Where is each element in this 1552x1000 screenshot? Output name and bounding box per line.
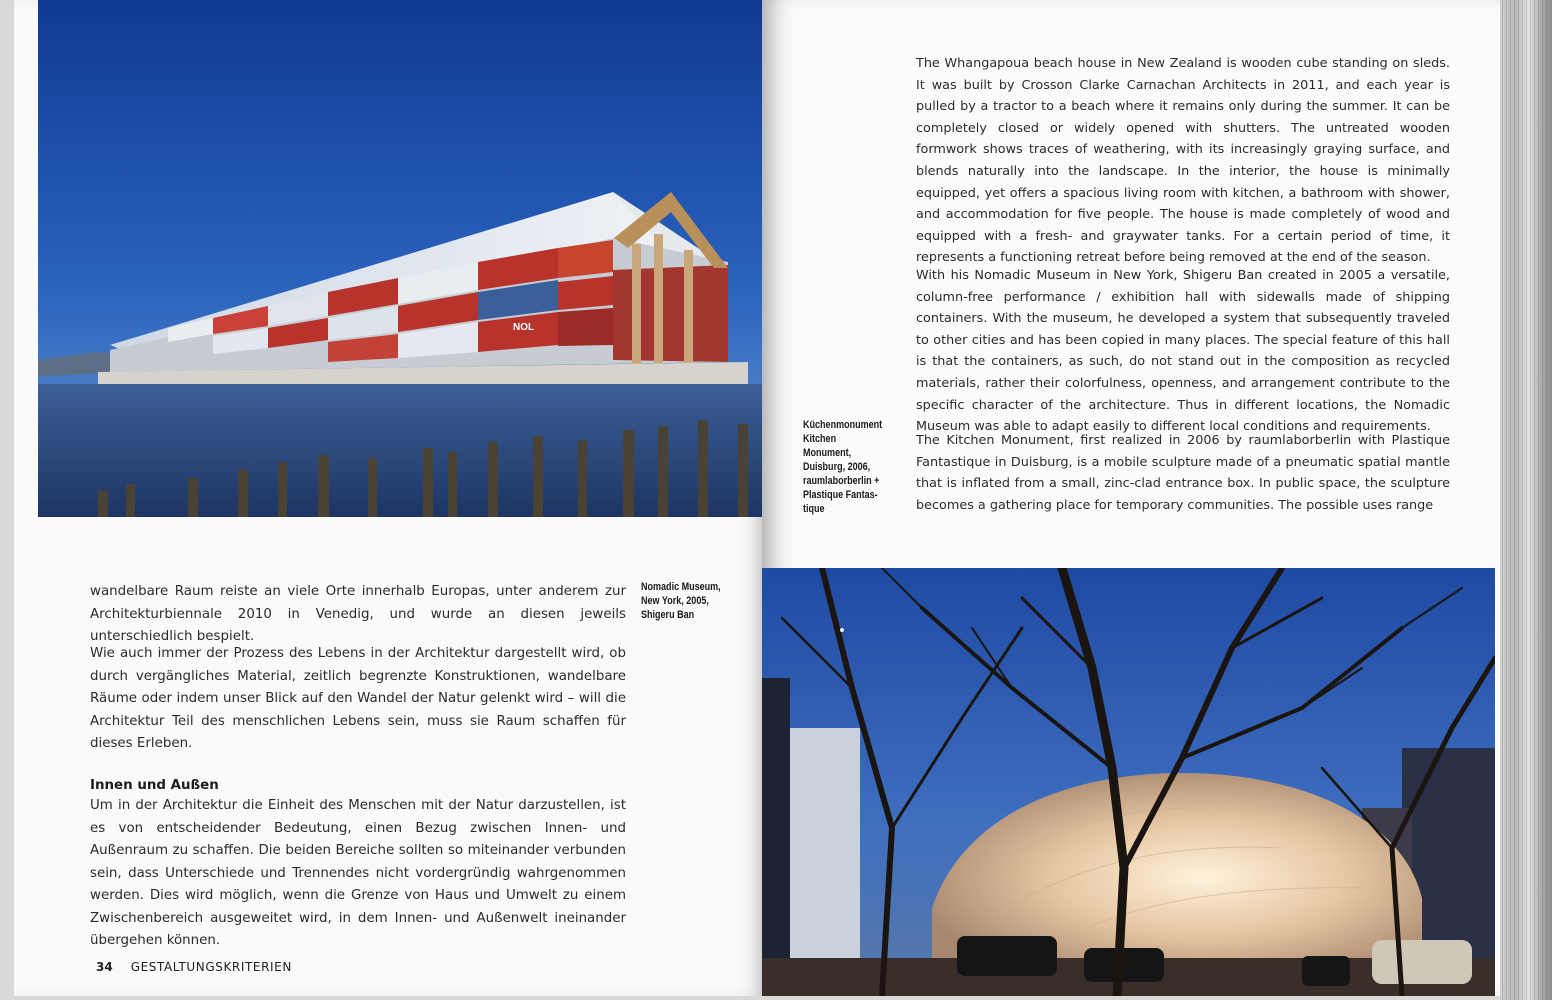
body-paragraph: The Kitchen Monument, first realized in 2006 by raumlaborberlin with Plastique Fantastique in Duisburg, is a mobile sculpture made of a pneumatic spatial mantle that is inflated from a small, zinc-clad entrance box. In public space, the sculpture becomes a gathering place for temporary communities. The possible uses range — [916, 433, 1450, 513]
page-footer — [96, 960, 292, 974]
photo-caption: Küchenmonument Kitchen Monument, Duisburg, 2006, raumlaborberlin + Plastique Fantas- tique — [803, 419, 883, 515]
section-subheading: Innen und Außen — [90, 778, 219, 793]
kitchen-monument-illustration — [762, 568, 1495, 996]
container-logo: NOL — [513, 322, 535, 333]
nomadic-museum-illustration — [38, 0, 766, 517]
photo-caption: Nomadic Museum, New York, 2005, Shigeru Ban — [641, 581, 721, 621]
nomadic-museum-photo — [38, 0, 766, 517]
page-stack-lines — [1502, 0, 1550, 1000]
running-section-label: GESTALTUNGSKRITERIEN — [130, 960, 292, 974]
page-number: 34 — [96, 960, 113, 974]
body-paragraph: The Whangapoua beach house in New Zealand is wooden cube standing on sleds. It was built by Crosson Clarke Carnachan Architects in 2011, and each year is pulled by a tractor to a beach where it remains only during the summer. It can be completely closed or widely opened with shutters. The untreated wooden formwork shows traces of weathering, with its increasingly graying surface, and blends naturally into the landscape. In the interior, the house is minimally equipped, yet offers a spacious living room with kitchen, a bathroom with shower, and accommodation for five people. The house is made completely of wood and equipped with a fresh- and graywater tanks. For a certain period of time, it represents a functioning retreat before being removed at the end of the season. — [916, 56, 1450, 266]
body-paragraph: Um in der Architektur die Einheit des Menschen mit der Natur darzustellen, ist es von entscheidender Bedeutung, einen Bezug zwischen Innen- und Außenraum zu schaffen. Die beiden Bereiche sollten so miteinander verbunden sein, dass Unterschiede und Trennendes nicht vordergründig wahrgenommen werden. Dies wird möglich, wenn die Grenze von Haus und Umwelt zu einem Zwischenbereich ausgeweitet wird, in dem Innen- und Außenwelt ineinander übergehen können. — [90, 798, 626, 948]
body-paragraph: wandelbare Raum reiste an viele Orte innerhalb Europas, unter anderem zur Architekturbiennale 2010 in Venedig, und wurde an diesen jeweils unterschiedlich bespielt. — [90, 584, 626, 644]
left-page — [14, 0, 766, 996]
body-paragraph: Wie auch immer der Prozess des Lebens in der Architektur dargestellt wird, ob durch vergängliches Material, zeitlich begrenzte Konstruktionen, wandelbare Räume oder indem unser Blick auf den Wandel der Natur gelenkt wird – will die Architektur Teil des menschlichen Lebens sein, muss sie Raum schaffen für dieses Erleben. — [90, 646, 626, 751]
body-paragraph: With his Nomadic Museum in New York, Shigeru Ban created in 2005 a versatile, column-free performance / exhibition hall with sidewalls made of shipping containers. With the museum, he developed a system that subsequently traveled to other cities and has been copied in many places. The special feature of this hall is that the containers, as such, do not stand out in the composition as recycled materials, rather their colorfulness, openness, and arrangement contribute to the specific character of the architecture. Thus in different locations, the Nomadic Museum was able to adapt easily to different local conditions and requirements. — [916, 268, 1450, 435]
kitchen-monument-photo — [762, 568, 1495, 996]
